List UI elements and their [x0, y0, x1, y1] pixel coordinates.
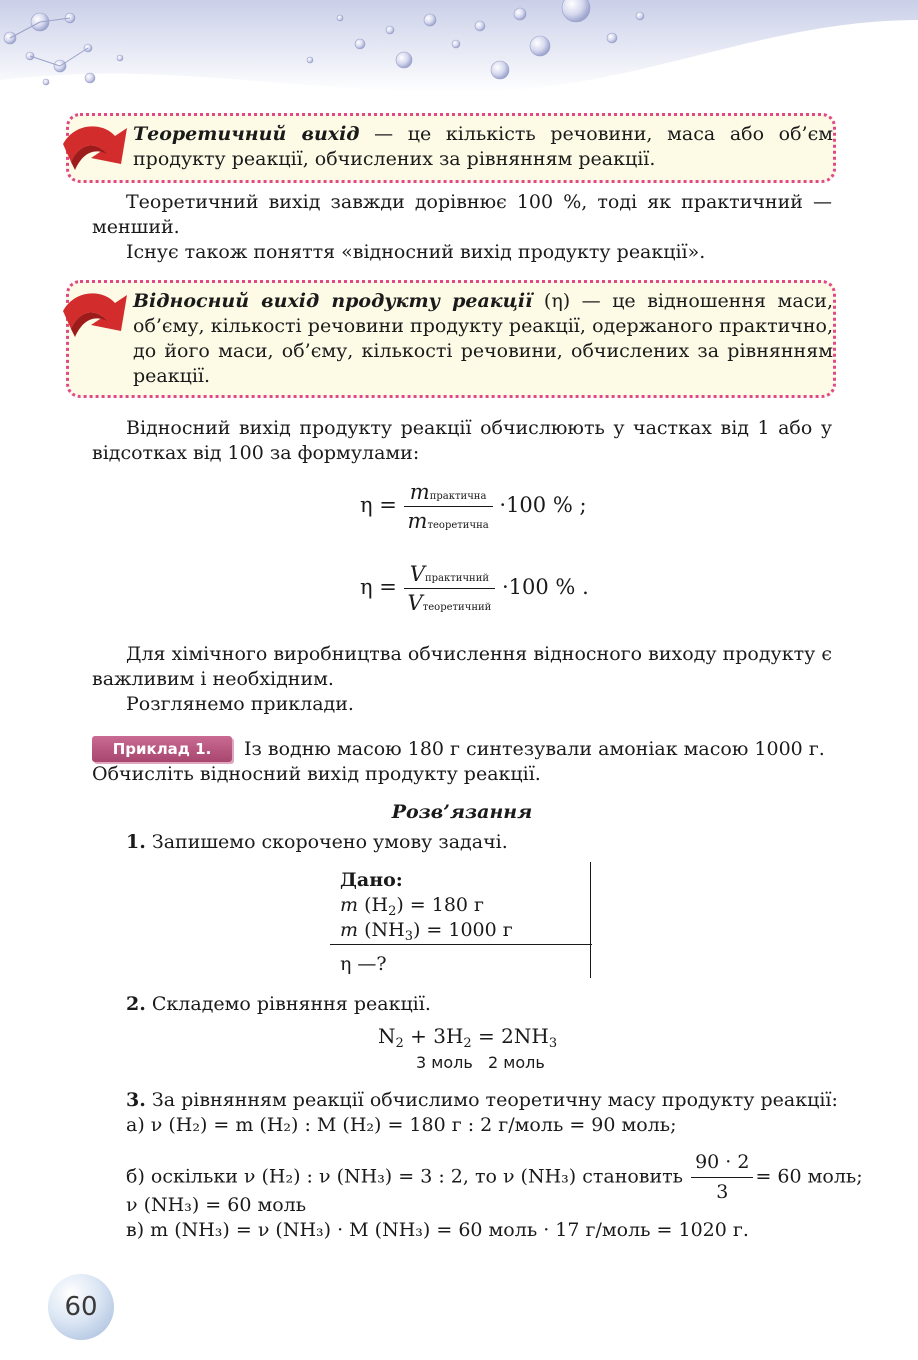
- text: N: [378, 1024, 396, 1048]
- symbol: m: [340, 919, 359, 941]
- subscript: практичний: [424, 573, 490, 584]
- step-text: Складемо рівняння реакції.: [145, 993, 431, 1015]
- example-text: Із водню масою 180 г синтезували амоніак масою 1000 г.: [244, 738, 825, 760]
- step-1: [126, 830, 836, 855]
- header-bubbles-decoration: [0, 0, 918, 120]
- text: (NH: [358, 919, 405, 941]
- step-number: 3.: [126, 1089, 146, 1111]
- subscript: 3: [404, 929, 413, 944]
- formula-tail: ·100 % ;: [499, 493, 587, 517]
- text: = 2NH: [471, 1024, 549, 1048]
- step-3: [126, 1088, 866, 1113]
- text: б) оскільки ν (H₂) : ν (NH₃) = 3 : 2, то ν (NH₃) становить: [126, 1165, 684, 1188]
- definition-text: — це кількість речовини, маса або об’єм продукту реакції, обчислених за рівнянням реакції.: [133, 123, 833, 170]
- example-badge: Приклад 1.: [92, 736, 232, 762]
- formula-volume-yield: [360, 562, 589, 615]
- formula-lhs: η =: [360, 493, 397, 517]
- paragraph: Відносний вихід продукту реакції обчислюють у частках від 1 або у відсотках від 100 за формулами:: [92, 417, 832, 464]
- step-2: [126, 992, 836, 1017]
- definition-text: (η) — це відношення маси, об’єму, кількості речовини продукту реакції, одержаного практично, до його маси, об’єму, кількості речовини, обчислених за рівнянням реакції.: [133, 290, 833, 387]
- step-text: Запишемо скорочено умову задачі.: [145, 831, 508, 853]
- find-line: η —?: [340, 953, 387, 975]
- formula-tail: ·100 % .: [502, 575, 589, 599]
- reaction-equation: [378, 1024, 557, 1049]
- subscript: теоретична: [427, 520, 489, 531]
- symbol: V: [407, 591, 423, 615]
- given-line: [340, 918, 513, 943]
- given-block: [340, 862, 596, 978]
- red-ribbon-arrow-icon: [57, 118, 129, 180]
- symbol: m: [409, 480, 430, 504]
- divider: [330, 944, 592, 945]
- step-number: 2.: [126, 993, 146, 1015]
- subscript: теоретичний: [422, 602, 492, 613]
- definition-box-relative-yield: [66, 280, 836, 398]
- step-number: 1.: [126, 831, 146, 853]
- calculation-b2: ν (NH₃) = 60 моль: [126, 1194, 307, 1216]
- definition-box-theoretical-yield: [66, 113, 836, 183]
- definition-term: Теоретичний вихід: [133, 123, 360, 145]
- calculation-a: а) ν (H₂) = m (H₂) : M (H₂) = 180 г : 2 г/моль = 90 моль;: [126, 1114, 677, 1136]
- subscript: практична: [429, 491, 487, 502]
- paragraph: Теоретичний вихід завжди дорівнює 100 %, тоді як практичний — менший.: [92, 191, 832, 238]
- formula-lhs: η =: [360, 575, 397, 599]
- subscript: 2: [463, 1036, 472, 1051]
- red-ribbon-arrow-icon: [57, 285, 129, 347]
- given-header: Дано:: [340, 869, 403, 891]
- paragraph: Розглянемо приклади.: [126, 693, 354, 715]
- text: ) = 180 г: [396, 894, 485, 916]
- fraction: [404, 562, 496, 615]
- symbol: m: [407, 509, 428, 533]
- step-text: За рівнянням реакції обчислимо теоретичну масу продукту реакції:: [145, 1089, 838, 1111]
- given-line: [340, 893, 484, 918]
- paragraph: Для хімічного виробництва обчислення відносного виходу продукту є важливим і необхідним.: [92, 643, 832, 690]
- reaction-moles: 3 моль 2 моль: [416, 1053, 545, 1072]
- page-number: 60: [48, 1274, 114, 1340]
- text: + 3H: [403, 1024, 464, 1048]
- solution-title: Розв’язання: [391, 801, 533, 823]
- symbol: V: [409, 562, 425, 586]
- numerator: 90 · 2: [691, 1150, 753, 1178]
- calculation-c: в) m (NH₃) = ν (NH₃) · M (NH₃) = 60 моль · 17 г/моль = 1020 г.: [126, 1219, 749, 1241]
- formula-mass-yield: [360, 480, 587, 533]
- denominator: 3: [716, 1181, 729, 1203]
- fraction: [404, 480, 493, 533]
- text: = 60 моль;: [755, 1165, 863, 1188]
- subscript: 2: [388, 904, 397, 919]
- divider: [590, 862, 591, 978]
- text: (H: [358, 894, 389, 916]
- subscript: 2: [395, 1036, 404, 1051]
- definition-term: Відносний вихід продукту реакції: [133, 290, 533, 312]
- text: ) = 1000 г: [412, 919, 513, 941]
- symbol: m: [340, 894, 359, 916]
- example-text: Обчисліть відносний вихід продукту реакції.: [92, 763, 541, 785]
- paragraph: Існує також поняття «відносний вихід продукту реакції».: [126, 241, 706, 263]
- subscript: 3: [548, 1036, 558, 1051]
